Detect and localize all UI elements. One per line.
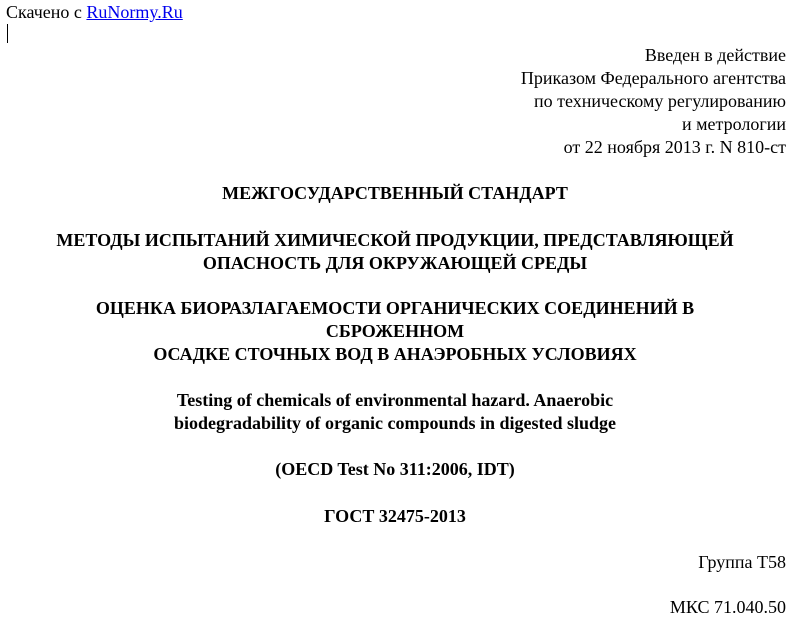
enactment-line: и метрологии	[682, 114, 786, 134]
enactment-line: Введен в действие	[644, 45, 786, 65]
main-title-line: МЕТОДЫ ИСПЫТАНИЙ ХИМИЧЕСКОЙ ПРОДУКЦИИ, ПРЕДСТАВЛЯЮЩЕЙ	[56, 230, 734, 250]
mks-code: МКС 71.040.50	[669, 597, 786, 617]
oecd-reference-text: (OECD Test No 311:2006, IDT)	[275, 459, 515, 479]
main-title	[0, 229, 790, 275]
sub-title-line: СБРОЖЕННОМ	[325, 321, 465, 341]
group-code: Группа Т58	[698, 552, 786, 572]
sub-title-line: ОСАДКЕ СТОЧНЫХ ВОД В АНАЭРОБНЫХ УСЛОВИЯХ	[153, 344, 637, 364]
standard-type: МЕЖГОСУДАРСТВЕННЫЙ СТАНДАРТ	[222, 183, 568, 203]
source-line	[6, 2, 183, 22]
gost-number-text: ГОСТ 32475-2013	[324, 506, 466, 526]
english-title	[0, 389, 790, 435]
enactment-line: по техническому регулированию	[533, 91, 786, 111]
enactment-line: от 22 ноября 2013 г. N 810-ст	[563, 137, 786, 157]
sub-title-line: ОЦЕНКА БИОРАЗЛАГАЕМОСТИ ОРГАНИЧЕСКИХ СОЕДИНЕНИЙ В	[95, 298, 695, 318]
english-title-line: biodegradability of organic compounds in digested sludge	[173, 413, 617, 433]
main-title-line: ОПАСНОСТЬ ДЛЯ ОКРУЖАЮЩЕЙ СРЕДЫ	[202, 253, 588, 273]
enactment-note	[521, 44, 786, 159]
sub-title	[0, 297, 790, 366]
gost-number	[0, 505, 790, 528]
english-title-line: Testing of chemicals of environmental hazard. Anaerobic	[176, 390, 614, 410]
standard-type-heading	[0, 182, 790, 205]
oecd-reference	[0, 458, 790, 481]
enactment-line: Приказом Федерального агентства	[520, 68, 786, 88]
source-prefix: Скачено с	[6, 2, 82, 22]
text-cursor	[7, 24, 8, 43]
runormy-link[interactable]: RuNormy.Ru	[86, 2, 183, 22]
